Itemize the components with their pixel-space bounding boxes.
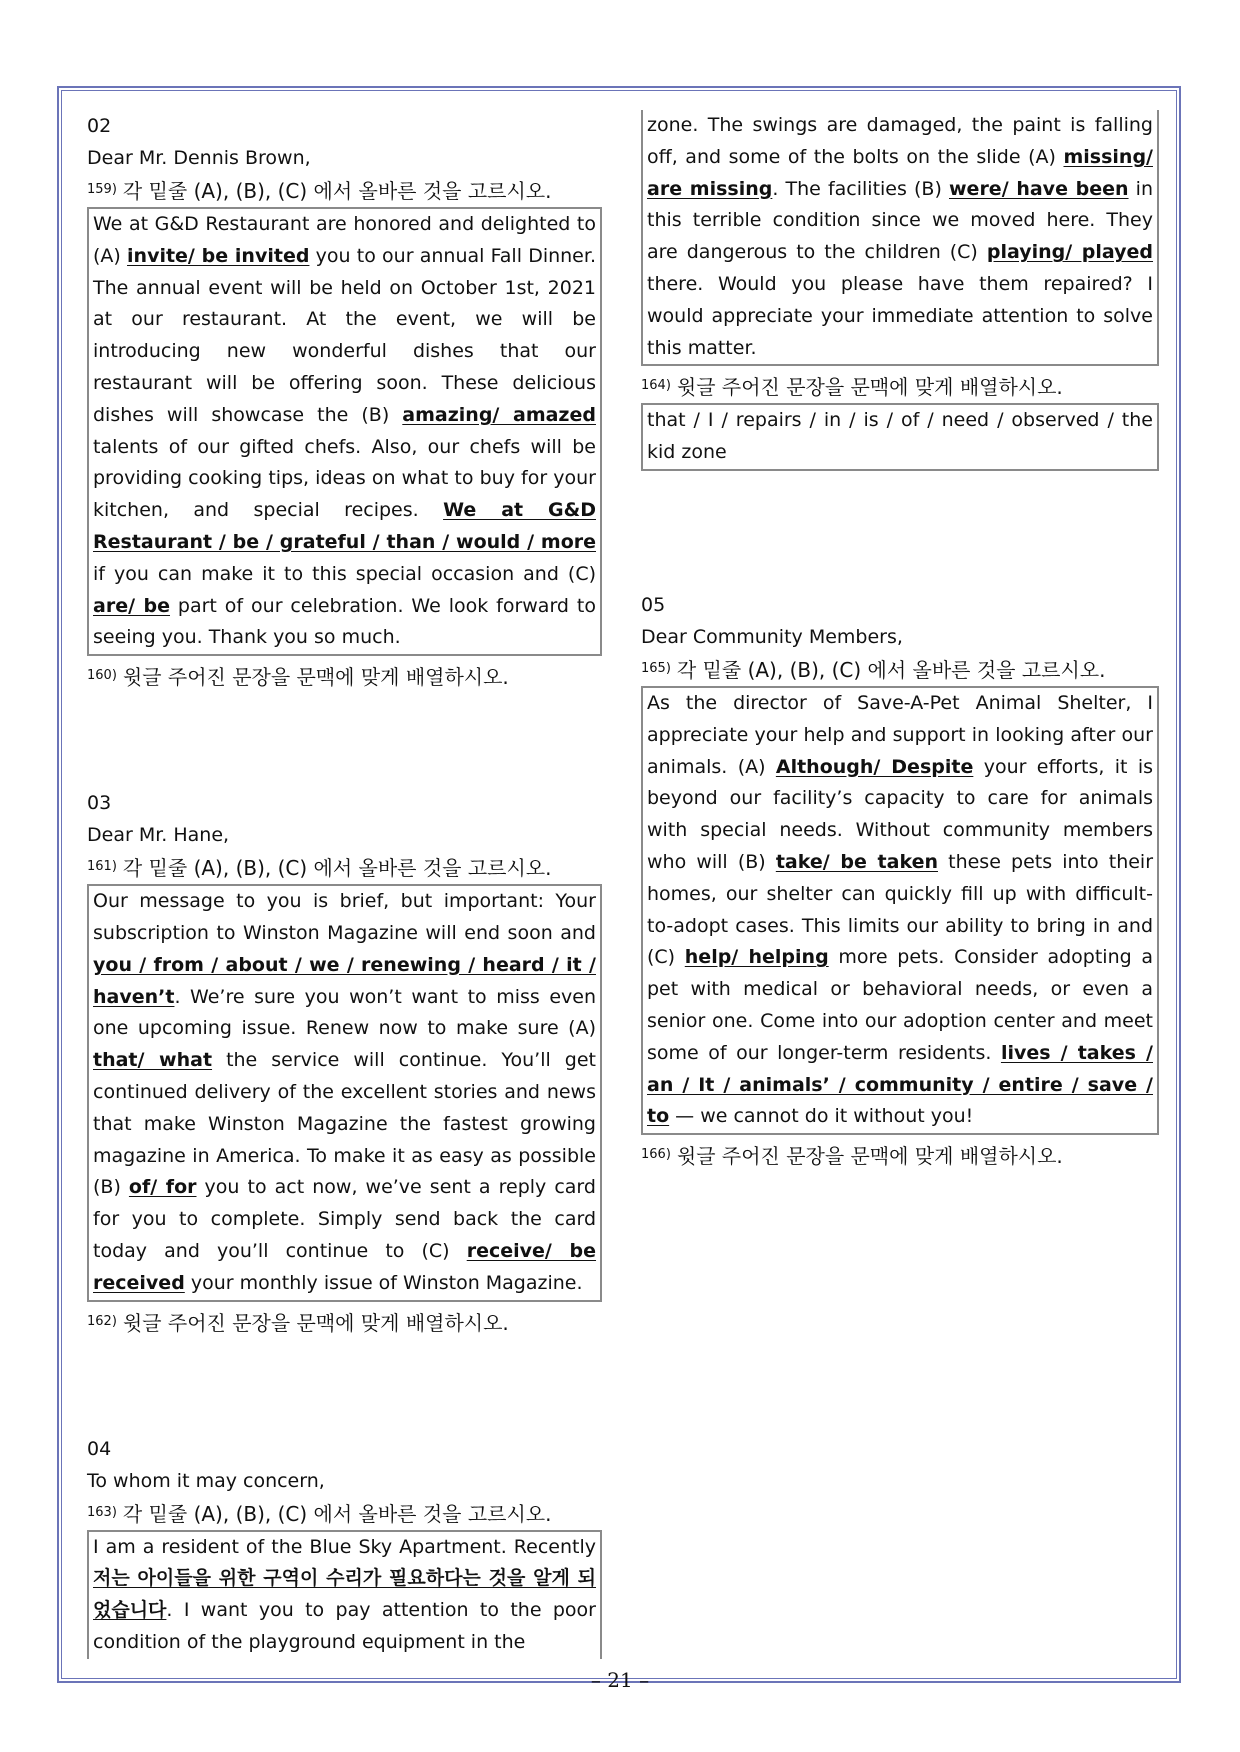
- instruction-text: 윗글 주어진 문장을 문맥에 맞게 배열하시오.: [122, 1310, 509, 1335]
- instruction-text: 각 밑줄 (A), (B), (C) 에서 올바른 것을 고르시오.: [122, 1501, 552, 1526]
- passage-box-continued: [641, 110, 1159, 366]
- instruction-text: 윗글 주어진 문장을 문맥에 맞게 배열하시오.: [676, 375, 1063, 400]
- right-column: [641, 110, 1159, 1172]
- instruction-text: 각 밑줄 (A), (B), (C) 에서 올바른 것을 고르시오.: [676, 657, 1106, 682]
- passage-text: you to act now, we’ve sent a reply card for you to complete. Simply send back the card today and you’ll continue to (C): [93, 1176, 596, 1262]
- passage-text: part of our celebration. We look forward to seeing you. Thank you so much.: [93, 594, 596, 649]
- choice-b: amazing/ amazed: [402, 403, 596, 426]
- instruction-number: 166): [641, 1147, 671, 1163]
- question-number: 03: [87, 792, 112, 815]
- instruction-number: 160): [87, 668, 117, 684]
- word-list: that / I / repairs / in / is / of / need / observed / the kid zone: [647, 409, 1153, 464]
- passage-text: more pets. Consider adopting a pet with medical or behavioral needs, or even a senior one. Come into our adoption center and meet some of our longer-term residents.: [647, 946, 1154, 1064]
- greeting: To whom it may concern,: [87, 1469, 325, 1492]
- instruction-text: 각 밑줄 (A), (B), (C) 에서 올바른 것을 고르시오.: [122, 179, 552, 203]
- question-number: 04: [87, 1437, 112, 1460]
- passage-text: there. Would you please have them repaired? I would appreciate your immediate attention to solve this matter.: [647, 272, 1153, 359]
- passage-box: [87, 207, 602, 656]
- passage-text: these pets into their homes, our shelter can quickly fill up with difficult-to-adopt cases. This limits our ability to bring in and (C): [647, 850, 1154, 969]
- passage-text: As the director of Save-A-Pet Animal Shelter, I appreciate your help and support in looking after our animals. (A): [647, 691, 1153, 778]
- passage-text: I am a resident of the Blue Sky Apartment. Recently: [93, 1535, 596, 1558]
- passage-box: [641, 686, 1159, 1135]
- instruction-text: 윗글 주어진 문장을 문맥에 맞게 배열하시오.: [122, 665, 509, 690]
- instruction-number: 165): [641, 660, 671, 676]
- passage-box: [87, 1530, 602, 1659]
- instruction: [87, 1306, 602, 1339]
- instruction-text: 각 밑줄 (A), (B), (C) 에서 올바른 것을 고르시오.: [122, 856, 552, 881]
- translation-task: 저는 아이들을 위한 구역이 수리가 필요하다는 것을 알게 되었습니다: [93, 1567, 596, 1622]
- question-number: 05: [641, 593, 666, 616]
- instruction: [87, 1497, 602, 1530]
- passage-text: you to our annual Fall Dinner. The annual event will be held on October 1st, 2021 at our restaurant. At the event, we will be introducing new wonderful dishes that our restaurant will be offering soon. These delicious dishes will showcase the (B): [93, 244, 596, 426]
- instruction-number: 163): [87, 1504, 117, 1520]
- choice-a: missing/ are missing: [647, 145, 1153, 200]
- passage-box: [87, 884, 602, 1301]
- passage-text: zone. The swings are damaged, the paint is falling off, and some of the bolts on the slide (A): [647, 114, 1153, 168]
- passage-text: . We’re sure you won’t want to miss even one upcoming issue. Renew now to make sure (A): [93, 985, 596, 1040]
- question-04: [87, 1433, 602, 1659]
- passage-text: . I want you to pay attention to the poor condition of the playground equipment in the: [93, 1599, 596, 1653]
- instruction: [641, 653, 1159, 686]
- passage-text: Our message to you is brief, but important: Your subscription to Winston Magazine will end soon and: [93, 890, 596, 944]
- choice-b: take/ be taken: [775, 850, 938, 873]
- choice-a: that/ what: [93, 1049, 213, 1072]
- choice-c: help/ helping: [684, 946, 829, 969]
- instruction: [87, 660, 602, 693]
- question-03: [87, 787, 602, 1338]
- passage-text: in this terrible condition since we moved here. They are dangerous to the children (C): [647, 177, 1153, 264]
- passage-text: your monthly issue of Winston Magazine.: [184, 1271, 583, 1294]
- question-number: 02: [87, 115, 112, 137]
- instruction: [87, 851, 602, 884]
- instruction-number: 159): [87, 182, 117, 197]
- passage-text: talents of our gifted chefs. Also, our chefs will be providing cooking tips, ideas on what to buy for your kitchen, and special recipes.: [93, 435, 596, 522]
- choice-c: are/ be: [93, 594, 170, 617]
- instruction-number: 162): [87, 1313, 117, 1329]
- word-order-task: you / from / about / we / renewing / heard / it / haven’t: [93, 953, 596, 1008]
- passage-text: the service will continue. You’ll get continued delivery of the excellent stories and news that make Winston Magazine the fastest growing magazine in America. To make it as easy as possible (B): [93, 1049, 596, 1199]
- choice-c: playing/ played: [986, 241, 1154, 264]
- instruction-text: 윗글 주어진 문장을 문맥에 맞게 배열하시오.: [676, 1144, 1063, 1169]
- passage-text: your efforts, it is beyond our facility’s capacity to care for animals with special needs. Without community members who will (B): [647, 755, 1154, 873]
- instruction: [87, 174, 602, 207]
- choice-a: invite/ be invited: [127, 244, 310, 267]
- page-number: – 21 –: [590, 1668, 650, 1692]
- greeting: Dear Community Members,: [641, 625, 903, 648]
- passage-text: — we cannot do it without you!: [669, 1105, 974, 1128]
- instruction-number: 164): [641, 378, 671, 394]
- passage-text: . The facilities (B): [772, 177, 949, 200]
- passage-text: if you can make it to this special occasion and (C): [93, 562, 596, 585]
- passage-text: We at G&D Restaurant are honored and delighted to (A): [93, 213, 596, 267]
- greeting: Dear Mr. Dennis Brown,: [87, 147, 311, 169]
- question-05: [641, 589, 1159, 1172]
- word-order-task: We at G&D Restaurant / be / grateful / than / would / more: [93, 499, 596, 553]
- word-box: [641, 403, 1159, 471]
- instruction: [641, 370, 1159, 403]
- choice-c: receive/ be received: [93, 1239, 597, 1294]
- choice-b: of/ for: [128, 1176, 197, 1199]
- choice-a: Although/ Despite: [775, 755, 974, 778]
- question-02: [87, 110, 602, 693]
- choice-b: were/ have been: [949, 177, 1129, 200]
- instruction: [641, 1139, 1159, 1172]
- word-order-task: lives / takes / an / It / animals’ / community / entire / save / to: [647, 1041, 1153, 1128]
- greeting: Dear Mr. Hane,: [87, 824, 230, 847]
- instruction-number: 161): [87, 859, 117, 875]
- left-column: [87, 110, 602, 1659]
